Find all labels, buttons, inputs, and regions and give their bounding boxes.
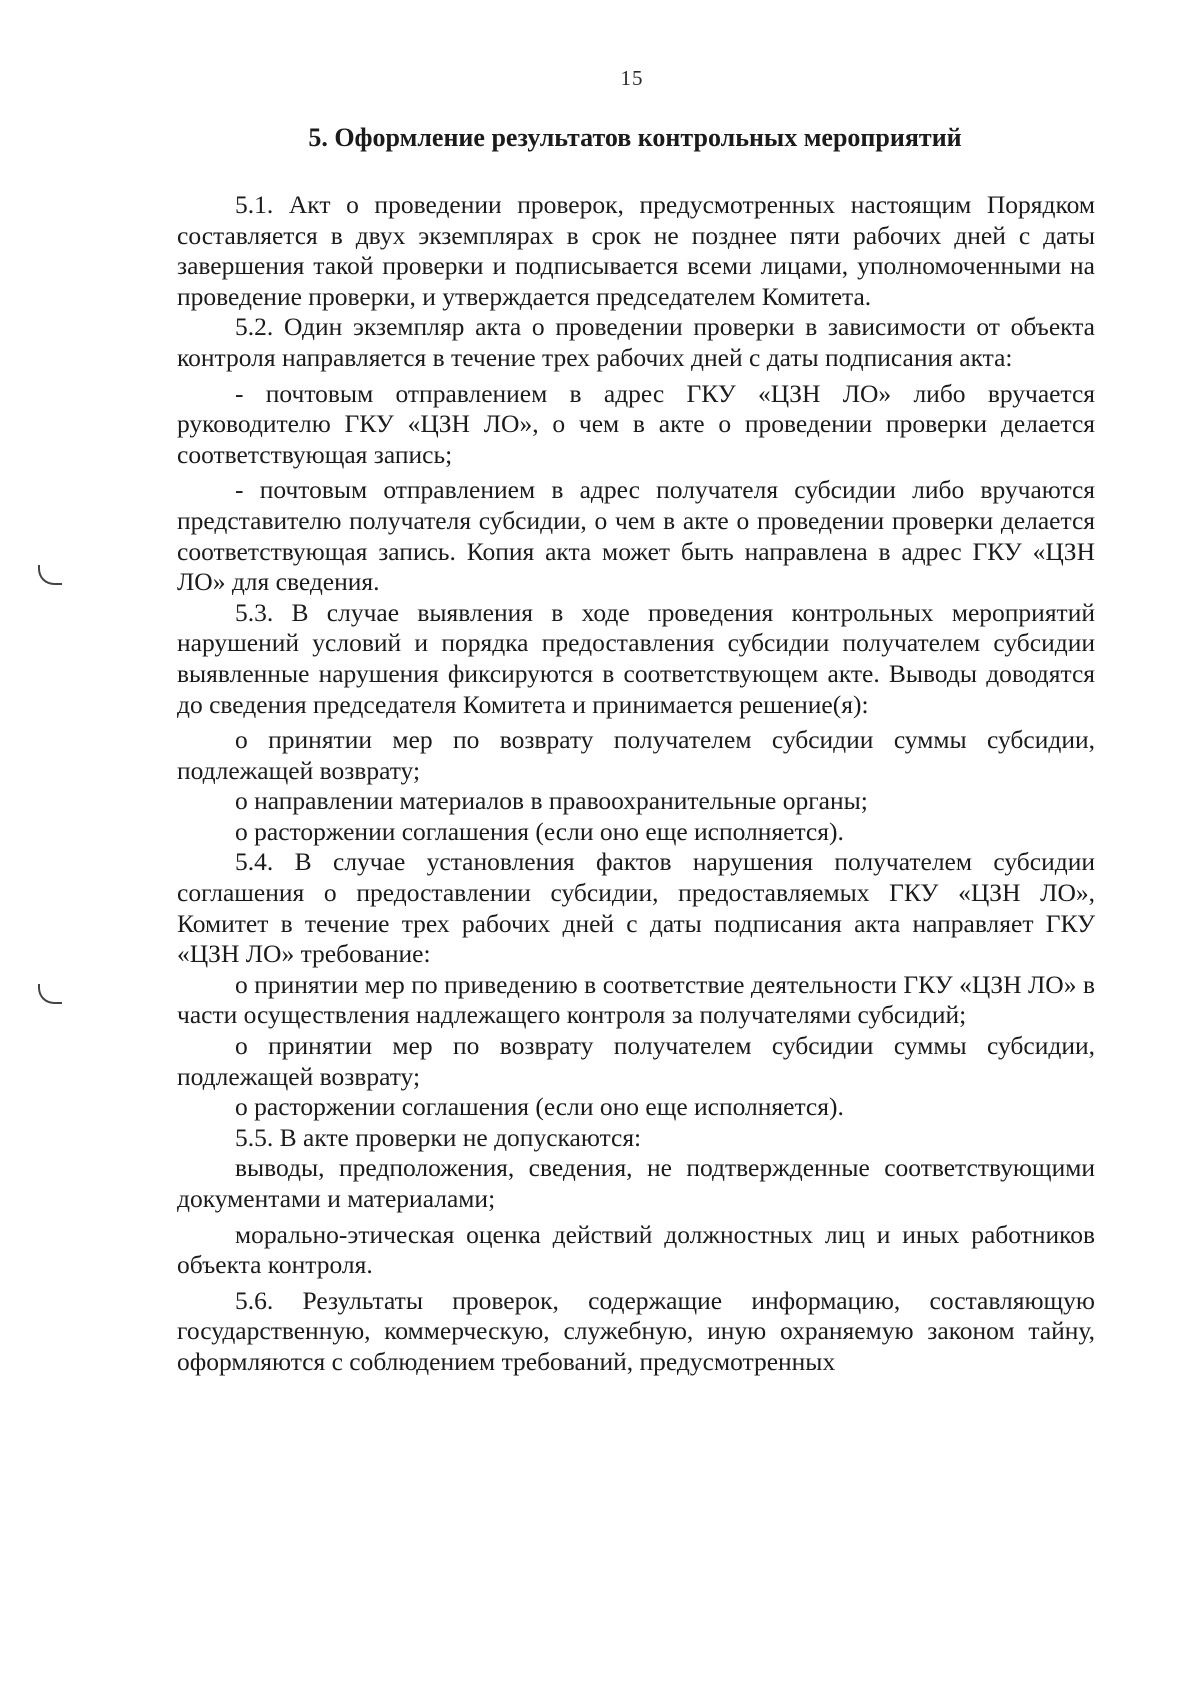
paragraph-5-6: 5.6. Результаты проверок, содержащие информацию, составляющую государственную, коммерческую, служебную, иную охраняемую законом тайну, оформляются с соблюдением требований, предусмотренных	[177, 1285, 1095, 1376]
list-item: о принятии мер по возврату получателем субсидии суммы субсидии, подлежащей возврату;	[177, 1031, 1095, 1091]
list-item: о направлении материалов в правоохранительные органы;	[235, 786, 868, 816]
paragraph-5-1: 5.1. Акт о проведении проверок, предусмотренных настоящим Порядком составляется в двух экземплярах в срок не позднее пяти рабочих дней с даты завершения такой проверки и подписывается всеми лицами, уполномоченными на проведение проверки, и утверждается председателем Комитета.	[177, 190, 1095, 311]
list-item: выводы, предположения, сведения, не подтвержденные соответствующими документами и материалами;	[177, 1153, 1095, 1213]
paragraph-5-2: 5.2. Один экземпляр акта о проведении проверки в зависимости от объекта контроля направляется в течение трех рабочих дней с даты подписания акта:	[177, 312, 1095, 372]
section-heading: 5. Оформление результатов контрольных мероприятий	[308, 123, 962, 152]
paragraph-5-5: 5.5. В акте проверки не допускаются:	[235, 1122, 642, 1152]
list-item: о принятии мер по приведению в соответствие деятельности ГКУ «ЦЗН ЛО» в части осуществления надлежащего контроля за получателями субсидий;	[177, 969, 1095, 1030]
list-item: морально-этическая оценка действий должностных лиц и иных работников объекта контроля.	[177, 1219, 1095, 1280]
paragraph-5-4: 5.4. В случае установления фактов нарушения получателем субсидии соглашения о предоставлении субсидии, предоставляемых ГКУ «ЦЗН ЛО», Комитет в течение трех рабочих дней с даты подписания акта направляет ГКУ «ЦЗН ЛО» требование:	[177, 847, 1095, 969]
list-item: о расторжении соглашения (если оно еще исполняется).	[235, 816, 844, 846]
page-number: 15	[620, 66, 644, 90]
list-item: о принятии мер по возврату получателем субсидии суммы субсидии, подлежащей возврату;	[177, 725, 1095, 785]
paragraph-5-3: 5.3. В случае выявления в ходе проведения контрольных мероприятий нарушений условий и порядка предоставления субсидии получателем субсидии выявленные нарушения фиксируются в соответствующем акте. Выводы доводятся до сведения председателя Комитета и принимается решение(я):	[177, 597, 1095, 719]
margin-bracket-mark	[38, 565, 62, 585]
list-item: о расторжении соглашения (если оно еще исполняется).	[235, 1092, 844, 1122]
list-item: - почтовым отправлением в адрес получателя субсидии либо вручаются представителю получателя субсидии, о чем в акте о проведении проверки делается соответствующая запись. Копия акта может быть направлена в адрес ГКУ «ЦЗН ЛО» для сведения.	[177, 475, 1095, 597]
list-item: - почтовым отправлением в адрес ГКУ «ЦЗН ЛО» либо вручается руководителю ГКУ «ЦЗН ЛО», о чем в акте о проведении проверки делается соответствующая запись;	[177, 378, 1095, 469]
margin-bracket-mark	[38, 984, 62, 1004]
body-text	[177, 190, 1095, 1378]
